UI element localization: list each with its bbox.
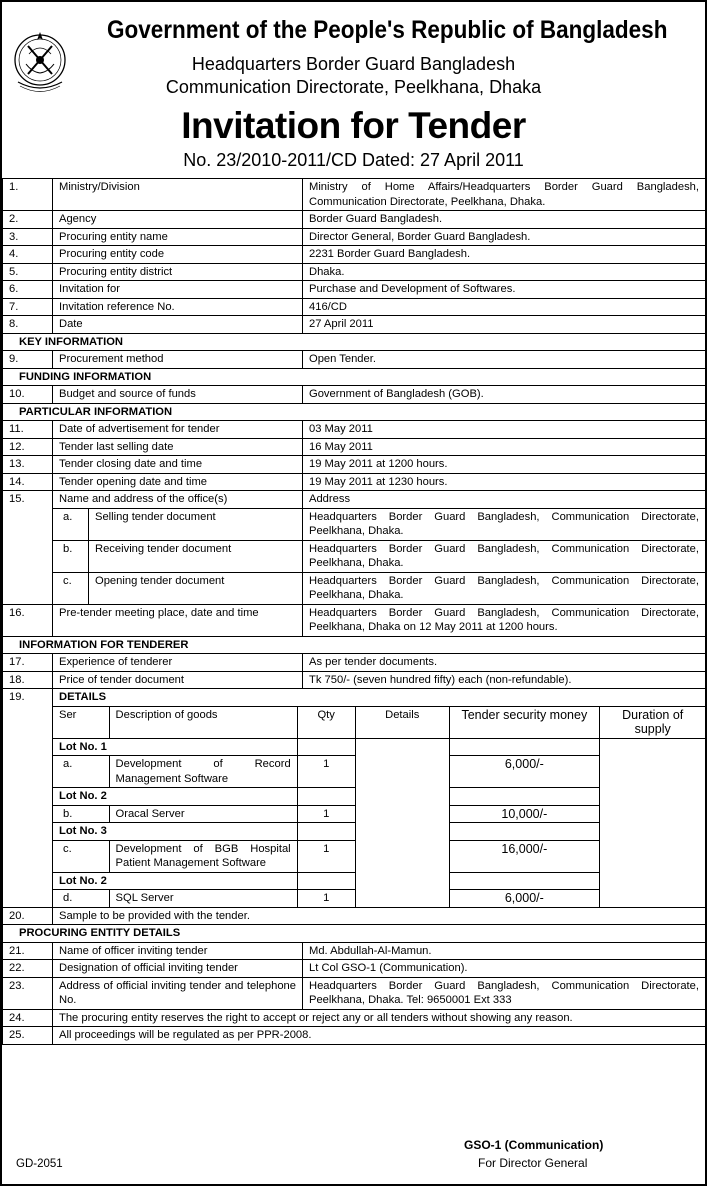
row-number: 19. [3, 689, 53, 908]
table-row [3, 281, 706, 299]
col-security-header: Tender security money [449, 707, 599, 739]
row-value: 416/CD [303, 298, 706, 316]
lot-label: Lot No. 1 [53, 738, 297, 756]
table-row [3, 1009, 706, 1027]
section-row [3, 636, 706, 654]
row-value: Address [303, 491, 706, 509]
table-row [3, 671, 706, 689]
row-label: Receiving tender document [89, 540, 303, 572]
row-value: Md. Abdullah-Al-Mamun. [303, 942, 706, 960]
subrow-letter: c. [53, 572, 89, 604]
row-number: 24. [3, 1009, 53, 1027]
row-label: Name and address of the office(s) [53, 491, 303, 509]
table-row [3, 1027, 706, 1045]
table-row [3, 298, 706, 316]
row-number: 23. [3, 977, 53, 1009]
row-label: Agency [53, 211, 303, 229]
row-value: 19 May 2011 at 1230 hours. [303, 473, 706, 491]
table-row [3, 211, 706, 229]
row-number: 13. [3, 456, 53, 474]
notice-header [2, 2, 705, 178]
item-ser: c. [53, 840, 109, 872]
row-number: 25. [3, 1027, 53, 1045]
table-row [3, 228, 706, 246]
col-duration-header: Duration of supply [599, 707, 705, 739]
row-label: Procuring entity code [53, 246, 303, 264]
row-number: 5. [3, 263, 53, 281]
table-row [3, 316, 706, 334]
table-row [3, 960, 706, 978]
item-security: 6,000/- [449, 756, 599, 788]
row-number: 1. [3, 179, 53, 211]
col-ser-header: Ser [53, 707, 109, 739]
row-label: Pre-tender meeting place, date and time [53, 604, 303, 636]
row-value: Headquarters Border Guard Bangladesh, Communication Directorate, Peelkhana, Dhaka. Tel: 9650001 Ext 333 [303, 977, 706, 1009]
row-number: 22. [3, 960, 53, 978]
row-value: Headquarters Border Guard Bangladesh, Communication Directorate, Peelkhana, Dhaka on 12 May 2011 at 1200 hours. [303, 604, 706, 636]
row-label: Price of tender document [53, 671, 303, 689]
table-subrow [3, 540, 706, 572]
row-value: Director General, Border Guard Bangladesh. [303, 228, 706, 246]
item-security: 10,000/- [449, 805, 599, 823]
table-subrow [3, 572, 706, 604]
row-number: 10. [3, 386, 53, 404]
col-desc-header: Description of goods [109, 707, 297, 739]
section-row [3, 925, 706, 943]
lot-label: Lot No. 2 [53, 788, 297, 806]
table-row [3, 351, 706, 369]
row-label: Invitation for [53, 281, 303, 299]
row-label: Tender last selling date [53, 438, 303, 456]
item-description: Development of Record Management Software [109, 756, 297, 788]
row-label: Tender closing date and time [53, 456, 303, 474]
row-number: 11. [3, 421, 53, 439]
item-ser: d. [53, 890, 109, 907]
item-security: 6,000/- [449, 890, 599, 907]
row-value: 27 April 2011 [303, 316, 706, 334]
row-value: Lt Col GSO-1 (Communication). [303, 960, 706, 978]
section-row [3, 403, 706, 421]
table-row [3, 907, 706, 925]
table-subrow [3, 508, 706, 540]
table-row [3, 977, 706, 1009]
row-value: Purchase and Development of Softwares. [303, 281, 706, 299]
col-qty-header: Qty [297, 707, 355, 739]
subrow-letter: b. [53, 540, 89, 572]
row-label: Designation of official inviting tender [53, 960, 303, 978]
section-row [3, 333, 706, 351]
row-number: 8. [3, 316, 53, 334]
headquarters-heading: Headquarters Border Guard Bangladesh [191, 54, 516, 74]
signatory-for: For Director General [478, 1156, 588, 1170]
row-value: Border Guard Bangladesh. [303, 211, 706, 229]
row-label: Selling tender document [89, 508, 303, 540]
table-row [3, 689, 706, 707]
section-heading: INFORMATION FOR TENDERER [3, 636, 706, 654]
row-number: 17. [3, 654, 53, 672]
details-row [3, 706, 706, 907]
row-value: 16 May 2011 [303, 438, 706, 456]
subrow-letter: a. [53, 508, 89, 540]
government-heading: Government of the People's Republic of Bangladesh [107, 16, 668, 44]
tender-table [2, 178, 706, 1045]
row-number: 21. [3, 942, 53, 960]
row-value: Headquarters Border Guard Bangladesh, Communication Directorate, Peelkhana, Dhaka. [303, 572, 706, 604]
section-heading: FUNDING INFORMATION [3, 368, 706, 386]
lot-label: Lot No. 3 [53, 823, 297, 841]
row-value: As per tender documents. [303, 654, 706, 672]
row-value: 19 May 2011 at 1200 hours. [303, 456, 706, 474]
row-value: 03 May 2011 [303, 421, 706, 439]
row-label: Address of official inviting tender and telephone No. [53, 977, 303, 1009]
row-label: Ministry/Division [53, 179, 303, 211]
row-number: 20. [3, 907, 53, 925]
row-number: 9. [3, 351, 53, 369]
row-label: Tender opening date and time [53, 473, 303, 491]
table-row [3, 246, 706, 264]
item-qty: 1 [297, 890, 355, 907]
item-security: 16,000/- [449, 840, 599, 872]
row-label: Procuring entity name [53, 228, 303, 246]
row-number: 12. [3, 438, 53, 456]
row-label: All proceedings will be regulated as per PPR-2008. [53, 1027, 706, 1045]
item-qty: 1 [297, 840, 355, 872]
details-table [53, 707, 706, 907]
col-details-header: Details [355, 707, 449, 739]
row-number: 6. [3, 281, 53, 299]
notice-title: Invitation for Tender [181, 105, 526, 146]
table-row [3, 604, 706, 636]
row-label: Date [53, 316, 303, 334]
row-label: Invitation reference No. [53, 298, 303, 316]
details-heading: DETAILS [53, 689, 706, 707]
table-row [3, 654, 706, 672]
row-value: Headquarters Border Guard Bangladesh, Communication Directorate, Peelkhana, Dhaka. [303, 540, 706, 572]
row-number: 18. [3, 671, 53, 689]
item-description: SQL Server [109, 890, 297, 907]
row-number: 16. [3, 604, 53, 636]
section-row [3, 368, 706, 386]
row-number: 14. [3, 473, 53, 491]
item-ser: b. [53, 805, 109, 823]
item-qty: 1 [297, 756, 355, 788]
section-heading: KEY INFORMATION [3, 333, 706, 351]
item-qty: 1 [297, 805, 355, 823]
signatory-designation: GSO-1 (Communication) [464, 1138, 604, 1152]
table-row [3, 179, 706, 211]
row-value: Headquarters Border Guard Bangladesh, Communication Directorate, Peelkhana, Dhaka. [303, 508, 706, 540]
row-number: 4. [3, 246, 53, 264]
table-row [3, 438, 706, 456]
row-label: Procuring entity district [53, 263, 303, 281]
row-value: Tk 750/- (seven hundred fifty) each (non-refundable). [303, 671, 706, 689]
table-row [3, 942, 706, 960]
table-row [3, 456, 706, 474]
lot-label: Lot No. 2 [53, 872, 297, 890]
row-label: The procuring entity reserves the right to accept or reject any or all tenders without showing any reason. [53, 1009, 706, 1027]
table-row [3, 263, 706, 281]
table-row [3, 473, 706, 491]
table-row [3, 491, 706, 509]
lot-row [53, 738, 706, 756]
directorate-heading: Communication Directorate, Peelkhana, Dhaka [165, 77, 542, 97]
row-label: Budget and source of funds [53, 386, 303, 404]
row-number: 15. [3, 491, 53, 605]
table-row [3, 421, 706, 439]
row-value: Ministry of Home Affairs/Headquarters Border Guard Bangladesh, Communication Directorate, Peelkhana, Dhaka. [303, 179, 706, 211]
item-description: Oracal Server [109, 805, 297, 823]
section-heading: PROCURING ENTITY DETAILS [3, 925, 706, 943]
row-value: 2231 Border Guard Bangladesh. [303, 246, 706, 264]
details-header-row [53, 707, 706, 739]
row-value: Open Tender. [303, 351, 706, 369]
row-number: 7. [3, 298, 53, 316]
row-label: Date of advertisement for tender [53, 421, 303, 439]
item-ser: a. [53, 756, 109, 788]
notice-reference: No. 23/2010-2011/CD Dated: 27 April 2011 [183, 150, 524, 170]
notice-footer [2, 1136, 705, 1184]
row-label: Experience of tenderer [53, 654, 303, 672]
row-label: Sample to be provided with the tender. [53, 907, 706, 925]
row-value: Government of Bangladesh (GOB). [303, 386, 706, 404]
row-value: Dhaka. [303, 263, 706, 281]
section-heading: PARTICULAR INFORMATION [3, 403, 706, 421]
row-label: Name of officer inviting tender [53, 942, 303, 960]
table-row [3, 386, 706, 404]
item-description: Development of BGB Hospital Patient Management Software [109, 840, 297, 872]
row-number: 2. [3, 211, 53, 229]
row-label: Opening tender document [89, 572, 303, 604]
form-code: GD-2051 [16, 1158, 63, 1170]
row-label: Procurement method [53, 351, 303, 369]
row-number: 3. [3, 228, 53, 246]
